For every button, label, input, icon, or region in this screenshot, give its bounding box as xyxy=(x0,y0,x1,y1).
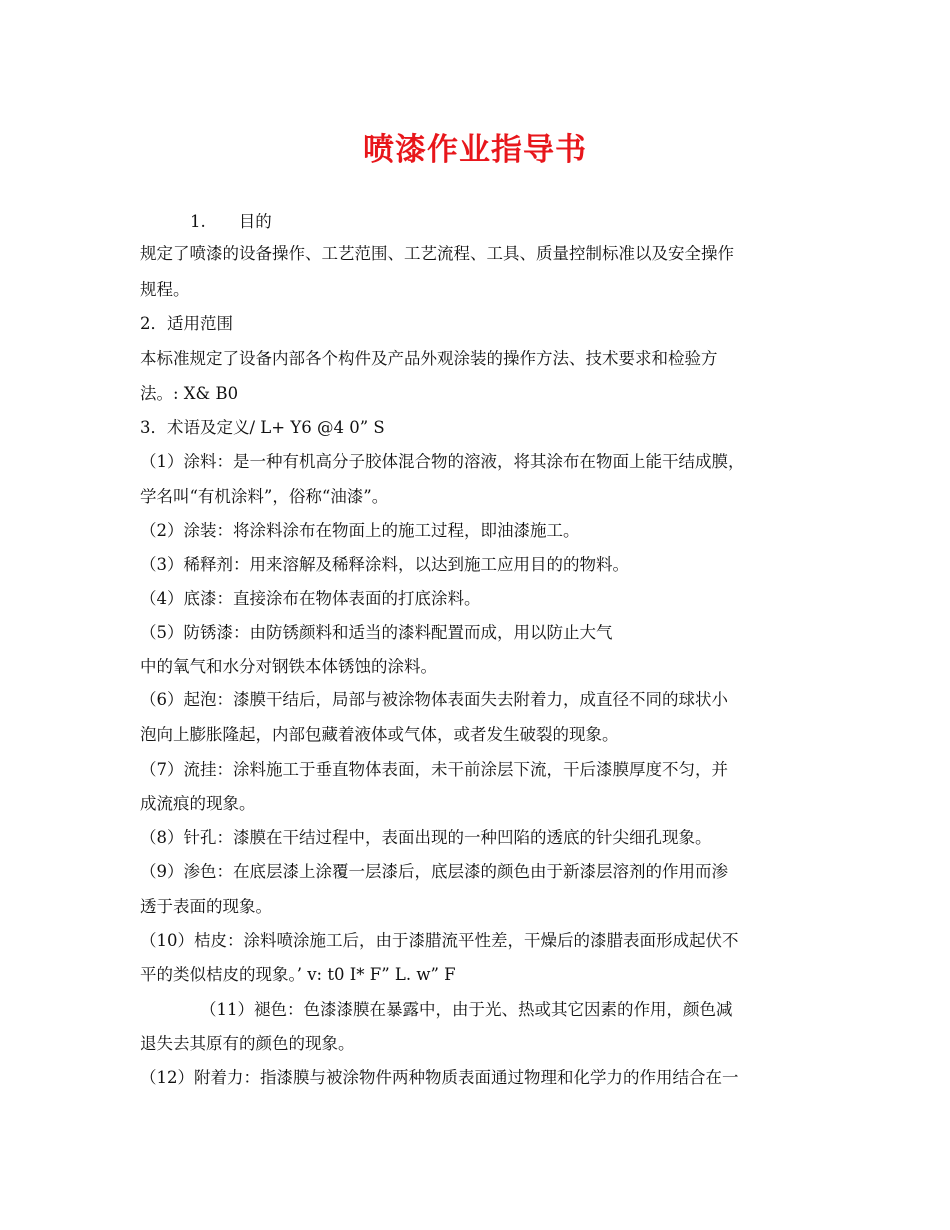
paragraph-line: 法。: X& B0 xyxy=(140,384,239,403)
paragraph-line: （3）稀释剂：用来溶解及稀释涂料，以达到施工应用目的的物料。 xyxy=(140,555,629,574)
paragraph-line: 泡向上膨胀隆起，内部包藏着液体或气体，或者发生破裂的现象。 xyxy=(140,725,619,744)
document-title: 喷漆作业指导书 xyxy=(363,132,587,168)
paragraph-line: （4）底漆：直接涂布在物体表面的打底涂料。 xyxy=(140,589,481,608)
paragraph-line: （6）起泡：漆膜干结后，局部与被涂物体表面失去附着力，成直径不同的球状小 xyxy=(140,690,728,709)
paragraph-line: （10）桔皮：涂料喷涂施工后，由于漆腊流平性差，干燥后的漆腊表面形成起伏不 xyxy=(140,931,739,950)
paragraph-line: 规定了喷漆的设备操作、工艺范围、工艺流程、工具、质量控制标准以及安全操作 xyxy=(140,244,734,263)
paragraph-line: 本标准规定了设备内部各个构件及产品外观涂装的操作方法、技术要求和检验方 xyxy=(140,349,718,368)
paragraph-line: （5）防锈漆：由防锈颜料和适当的漆料配置而成，用以防止大气 xyxy=(140,623,613,642)
section-heading-scope: 2．适用范围 xyxy=(140,314,233,333)
paragraph-line: （11）褪色：色漆漆膜在暴露中，由于光、热或其它因素的作用，颜色减 xyxy=(200,1000,733,1019)
paragraph-line: 学名叫“有机涂料”，俗称“油漆”。 xyxy=(140,487,389,506)
paragraph-line: 退失去其原有的颜色的现象。 xyxy=(140,1034,355,1053)
paragraph-line: （8）针孔：漆膜在干结过程中，表面出现的一种凹陷的透底的针尖细孔现象。 xyxy=(140,828,712,847)
section-heading-purpose: 1. 目的 xyxy=(190,212,272,231)
paragraph-line: 中的氧气和水分对钢铁本体锈蚀的涂料。 xyxy=(140,657,437,676)
paragraph-line: （7）流挂：涂料施工于垂直物体表面，未干前涂层下流，干后漆膜厚度不匀，并 xyxy=(140,760,728,779)
paragraph-line: 平的类似桔皮的现象。’ v: t0 I* F” L. w” F xyxy=(140,965,456,984)
paragraph-line: （2）涂装：将涂料涂布在物面上的施工过程，即油漆施工。 xyxy=(140,521,580,540)
paragraph-line: （12）附着力：指漆膜与被涂物件两种物质表面通过物理和化学力的作用结合在一 xyxy=(140,1068,739,1087)
paragraph-line: （9）渗色：在底层漆上涂覆一层漆后，底层漆的颜色由于新漆层溶剂的作用而渗 xyxy=(140,862,728,881)
paragraph-line: （1）涂料：是一种有机高分子胶体混合物的溶液，将其涂布在物面上能干结成膜， xyxy=(140,452,745,471)
paragraph-line: 成流痕的现象。 xyxy=(140,794,256,813)
paragraph-line: 规程。 xyxy=(140,280,190,299)
paragraph-line: 透于表面的现象。 xyxy=(140,897,272,916)
section-heading-terms: 3．术语及定义/ L+ Y6 @4 0” S xyxy=(140,418,385,437)
